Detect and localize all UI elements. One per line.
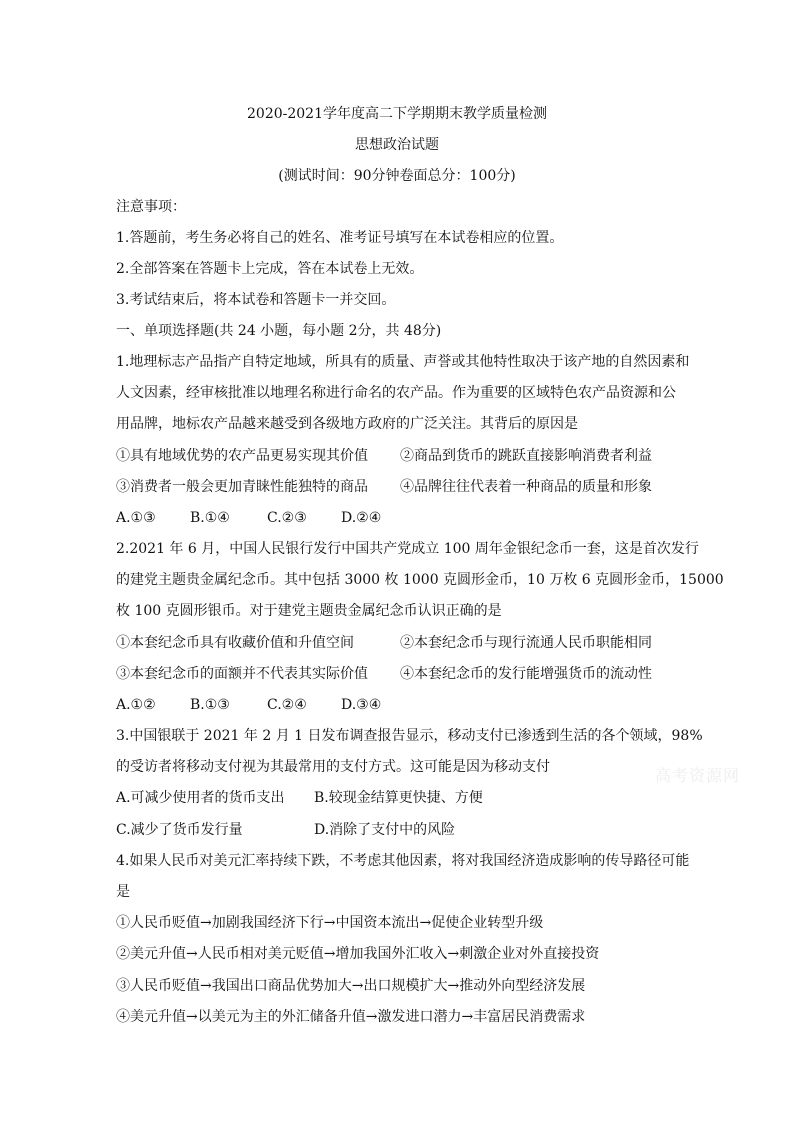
question-item: ③消费者一般会更加青睐性能独特的商品	[116, 479, 368, 495]
question-item: ④本套纪念币的发行能增强货币的流动性	[400, 666, 652, 682]
watermark: 高考资源网	[655, 766, 741, 785]
question-stem-line: 的受访者将移动支付视为其最常用的支付方式。这可能是因为移动支付	[116, 759, 550, 775]
exam-time-info: (测试时间：90分钟卷面总分：100分)	[278, 168, 516, 184]
answer-option-row	[116, 788, 686, 808]
question-stem-line: 4.如果人民币对美元汇率持续下跌，不考虑其他因素，将对我国经济造成影响的传导路径可能	[116, 853, 690, 869]
notice-heading: 注意事项：	[116, 199, 186, 215]
answer-option: B.①④	[190, 510, 230, 526]
question-item: ②本套纪念币与现行流通人民币职能相同	[400, 635, 652, 651]
answer-option: A.可减少使用者的货币支出	[116, 790, 285, 806]
question-item: ④品牌往往代表着一种商品的质量和形象	[400, 479, 652, 495]
answer-option: D.③④	[341, 697, 382, 713]
notice-item: 3.考试结束后，将本试卷和答题卡一并交回。	[116, 292, 396, 308]
transmission-path: ②美元升值→人民币相对美元贬值→增加我国外汇收入→刺激企业对外直接投资	[116, 946, 600, 962]
transmission-path: ①人民币贬值→加剧我国经济下行→中国资本流出→促使企业转型升级	[116, 915, 544, 931]
answer-option: D.②④	[341, 510, 382, 526]
question-stem-line: 的建党主题贵金属纪念币。其中包括 3000 枚 1000 克圆形金币，10 万枚 6 克圆形金币，15000	[116, 572, 724, 588]
question-item: ③本套纪念币的面额并不代表其实际价值	[116, 666, 368, 682]
answer-option: A.①③	[116, 510, 156, 526]
question-item-row	[116, 446, 686, 466]
answer-option: C.减少了货币发行量	[116, 822, 243, 838]
answer-option: B.①③	[190, 697, 230, 713]
question-item-row	[116, 664, 686, 684]
question-stem-line: 用品牌，地标农产品越来越受到各级地方政府的广泛关注。其背后的原因是	[116, 416, 578, 432]
answer-option: C.②③	[267, 510, 307, 526]
transmission-path: ④美元升值→以美元为主的外汇储备升值→激发进口潜力→丰富居民消费需求	[116, 1009, 586, 1025]
answer-option: B.较现金结算更快捷、方便	[314, 790, 483, 806]
question-stem-line: 3.中国银联于 2021 年 2 月 1 日发布调查报告显示，移动支付已渗透到生活的各个领域，98%	[116, 728, 703, 744]
question-item-row	[116, 633, 686, 653]
notice-item: 1.答题前，考生务必将自己的姓名、准考证号填写在本试卷相应的位置。	[116, 230, 564, 246]
answer-option-row	[116, 820, 686, 840]
answer-option: C.②④	[267, 697, 307, 713]
answer-options	[116, 508, 686, 528]
question-stem-line: 1.地理标志产品指产自特定地域，所具有的质量、声誉或其他特性取决于该产地的自然因素和	[116, 354, 690, 370]
question-stem-line: 枚 100 克圆形银币。对于建党主题贵金属纪念币认识正确的是	[116, 603, 502, 619]
question-item: ②商品到货币的跳跃直接影响消费者利益	[400, 448, 652, 464]
section-heading: 一、单项选择题(共 24 小题，每小题 2分，共 48分)	[116, 323, 442, 339]
answer-option: A.①②	[116, 697, 156, 713]
notice-item: 2.全部答案在答题卡上完成，答在本试卷上无效。	[116, 261, 424, 277]
question-item: ①本套纪念币具有收藏价值和升值空间	[116, 635, 354, 651]
answer-options	[116, 695, 686, 715]
question-stem-line: 是	[116, 884, 130, 900]
question-stem-line: 2.2021 年 6 月，中国人民银行发行中国共产党成立 100 周年金银纪念币一套，这是首次发行	[116, 541, 699, 557]
question-item-row	[116, 477, 686, 497]
answer-option: D.消除了支付中的风险	[314, 822, 456, 838]
exam-title: 2020-2021学年度高二下学期期末教学质量检测	[247, 106, 547, 122]
exam-subject: 思想政治试题	[355, 137, 439, 153]
transmission-path: ③人民币贬值→我国出口商品优势加大→出口规模扩大→推动外向型经济发展	[116, 978, 586, 994]
question-item: ①具有地域优势的农产品更易实现其价值	[116, 448, 368, 464]
question-stem-line: 人文因素，经审核批准以地理名称进行命名的农产品。作为重要的区域特色农产品资源和公	[116, 385, 676, 401]
